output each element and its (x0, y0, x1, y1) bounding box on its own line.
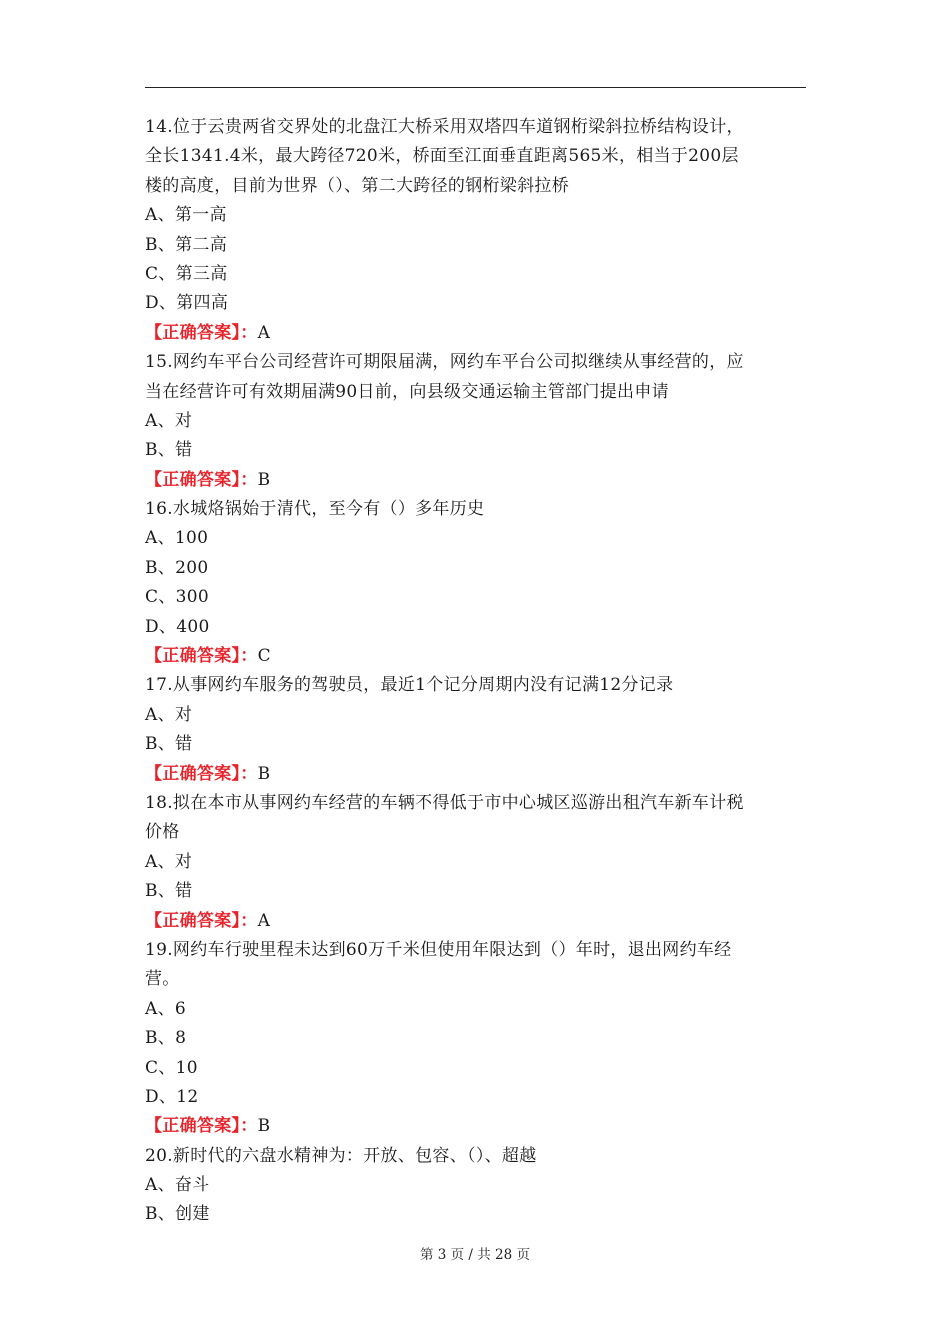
answer-line (145, 760, 810, 789)
answer-value: B (257, 763, 271, 784)
question-text: 营。 (145, 969, 180, 990)
option: B、8 (145, 1028, 187, 1049)
page-number: 第 3 页 / 共 28 页 (419, 1247, 531, 1263)
option: A、6 (145, 998, 186, 1019)
question-text: 19.网约车行驶里程未达到60万千米但使用年限达到（）年时，退出网约车经 (145, 939, 732, 960)
question-list (145, 113, 810, 1230)
answer-value: B (257, 469, 271, 490)
question-17 (145, 671, 810, 789)
question-text: 楼的高度，目前为世界（）、第二大跨径的钢桁梁斜拉桥 (145, 175, 569, 196)
header-rule (145, 87, 806, 88)
option: C、300 (145, 587, 209, 608)
option: C、10 (145, 1057, 198, 1078)
option: A、对 (145, 410, 193, 431)
option: A、100 (145, 528, 209, 549)
question-text: 14.位于云贵两省交界处的北盘江大桥采用双塔四车道钢桁梁斜拉桥结构设计， (145, 117, 744, 137)
answer-line (145, 642, 810, 671)
option: B、200 (145, 557, 209, 578)
answer-label: 【正确答案】： (145, 1116, 258, 1137)
answer-label: 【正确答案】： (145, 469, 258, 490)
answer-value: A (257, 910, 271, 931)
option: A、对 (145, 851, 193, 872)
answer-line (145, 907, 810, 936)
answer-label: 【正确答案】： (145, 910, 258, 931)
option: B、创建 (145, 1204, 210, 1225)
answer-value: B (257, 1116, 271, 1137)
answer-line (145, 1112, 810, 1141)
question-14 (145, 113, 810, 348)
option: D、400 (145, 616, 210, 637)
option: B、错 (145, 440, 193, 461)
question-text: 17.从事网约车服务的驾驶员，最近1个记分周期内没有记满12分记录 (145, 675, 674, 696)
answer-line (145, 319, 810, 348)
question-16 (145, 495, 810, 671)
question-15 (145, 348, 810, 495)
option: B、第二高 (145, 234, 227, 255)
question-20 (145, 1142, 810, 1230)
question-text: 16.水城烙锅始于清代，至今有（）多年历史 (145, 499, 485, 520)
option: C、第三高 (145, 263, 228, 284)
question-19 (145, 936, 810, 1142)
answer-label: 【正确答案】： (145, 322, 258, 343)
option: B、错 (145, 881, 193, 902)
question-text: 18.拟在本市从事网约车经营的车辆不得低于市中心城区巡游出租汽车新车计税 (145, 792, 744, 813)
option: A、第一高 (145, 205, 227, 226)
question-text: 当在经营许可有效期届满90日前，向县级交通运输主管部门提出申请 (145, 381, 669, 402)
answer-label: 【正确答案】： (145, 646, 258, 667)
option: D、12 (145, 1086, 199, 1107)
question-text: 价格 (145, 822, 180, 843)
answer-value: A (257, 322, 271, 343)
answer-line (145, 466, 810, 495)
option: D、第四高 (145, 293, 229, 314)
option: A、对 (145, 704, 193, 725)
question-18 (145, 789, 810, 936)
option: B、错 (145, 734, 193, 755)
question-text: 15.网约车平台公司经营许可期限届满，网约车平台公司拟继续从事经营的，应 (145, 352, 744, 373)
question-text: 全长1341.4米，最大跨径720米，桥面至江面垂直距离565米，相当于200层 (145, 146, 739, 167)
answer-label: 【正确答案】： (145, 763, 258, 784)
option: A、奋斗 (145, 1175, 210, 1196)
question-text: 20.新时代的六盘水精神为：开放、包容、（）、超越 (145, 1145, 537, 1166)
answer-value: C (257, 646, 271, 667)
